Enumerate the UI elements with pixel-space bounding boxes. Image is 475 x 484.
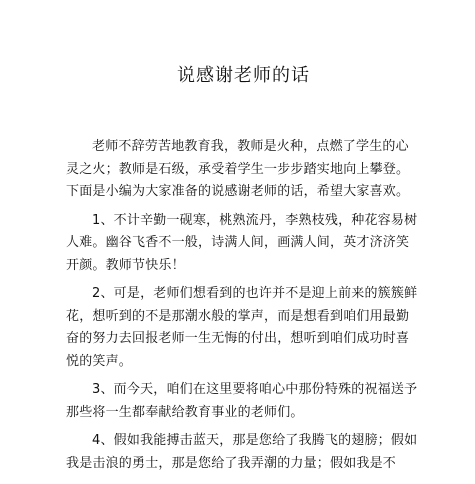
intro-paragraph: 老师不辞劳苦地教育我，教师是火种，点燃了学生的心灵之火；教师是石级，承受着学生一步步踏实地向上攀登。下面是小编为大家准备的说感谢老师的话，希望大家喜欢。 <box>66 139 410 199</box>
document-title: 说感谢老师的话 <box>177 65 310 86</box>
message-paragraph-4: 4、假如我能搏击蓝天，那是您给了我腾飞的翅膀；假如我是击浪的勇士，那是您给了我弄潮的力量；假如我是不 <box>66 433 418 471</box>
message-paragraph-3: 3、而今天，咱们在这里要将咱心中那份特殊的祝福送予那些将一生都奉献给教育事业的老师们。 <box>66 382 418 420</box>
message-paragraph-1: 1、不计辛勤一砚寒，桃熟流丹，李熟枝残，种花容易树人难。幽谷飞香不一般，诗满人间，画满人间，英才济济笑开颜。教师节快乐！ <box>66 212 418 273</box>
document-body <box>66 136 421 475</box>
message-paragraph-2: 2、可是，老师们想看到的也许并不是迎上前来的簇簇鲜花，想听到的不是那潮水般的掌声，而是想看到咱们用最勤奋的努力去回报老师一生无悔的付出，想听到咱们成功时喜悦的笑声。 <box>66 286 418 369</box>
